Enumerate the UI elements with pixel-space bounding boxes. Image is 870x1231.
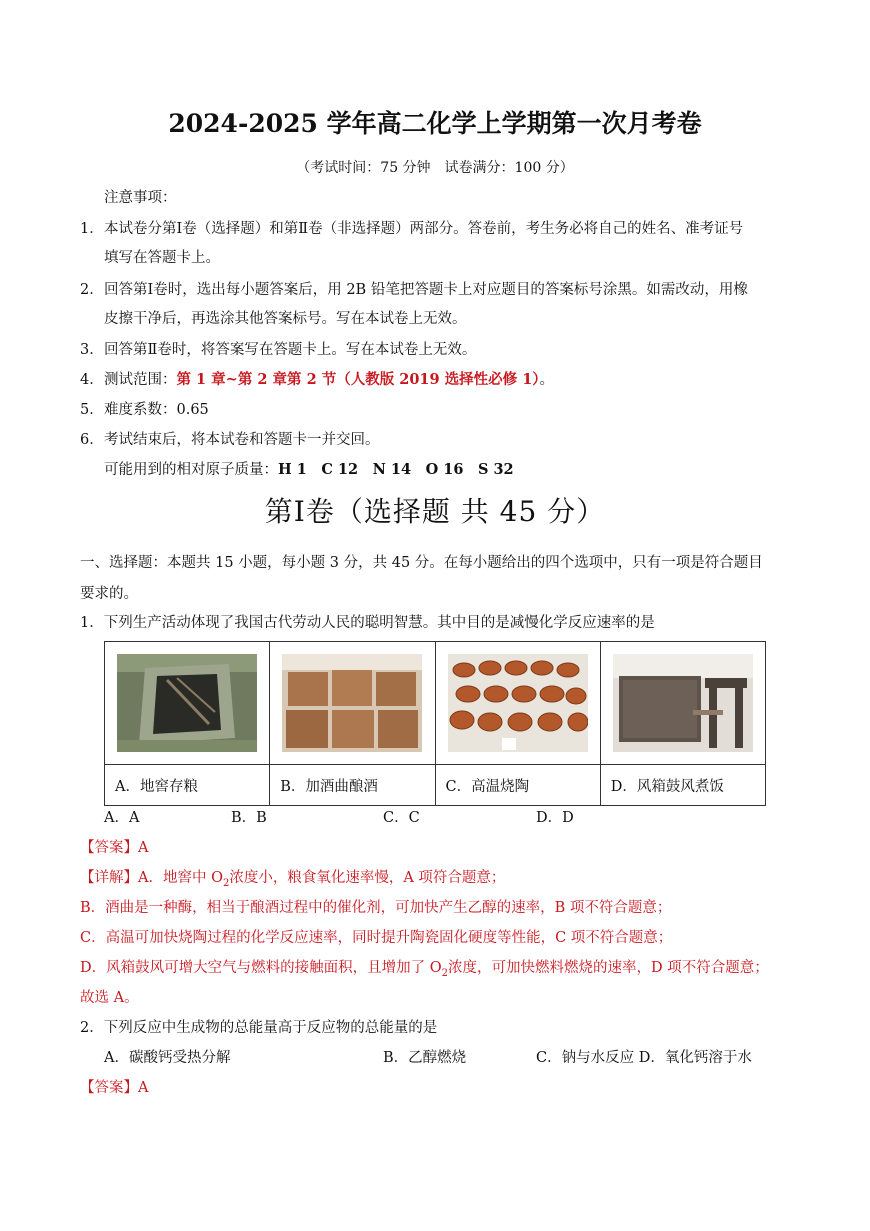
section-title: 第Ⅰ卷（选择题 共 45 分） xyxy=(264,495,606,528)
q1-option-c: C．C xyxy=(383,810,420,826)
q1-caption-b: B．加酒曲酿酒 xyxy=(270,765,435,806)
pottery-image xyxy=(448,654,588,752)
q1-detail-d-post: 浓度，可加快燃料燃烧的速率，D 项不符合题意； xyxy=(448,960,769,976)
q1-conclusion: 故选 A。 xyxy=(80,990,139,1006)
q1-answer-value: A xyxy=(138,840,149,856)
q2-answer-tag: 【答案】 xyxy=(80,1080,138,1096)
note-1-number: 1． xyxy=(80,221,104,237)
q1-caption-d: D．风箱鼓风煮饭 xyxy=(600,765,765,806)
note-2-text-cont: 皮擦干净后，再选涂其他答案标号。写在本试卷上无效。 xyxy=(104,311,467,327)
note-3-text: 回答第Ⅱ卷时，将答案写在答题卡上。写在本试卷上无效。 xyxy=(104,342,477,358)
note-3-number: 3． xyxy=(80,342,104,358)
q1-image-table xyxy=(104,641,766,806)
q2-option-b: B．乙醇燃烧 xyxy=(383,1050,467,1066)
section-instruction-cont: 要求的。 xyxy=(80,586,138,602)
q1-detail-a-pre: A．地窖中 O xyxy=(138,870,223,886)
q1-detail-tag: 【详解】 xyxy=(80,870,138,886)
q1-image-cell-a xyxy=(105,642,270,765)
section-instruction: 一、选择题：本题共 15 小题，每小题 3 分，共 45 分。在每小题给出的四个选项中，只有一项是符合题目 xyxy=(80,555,763,571)
atomic-masses-values: H 1 C 12 N 14 O 16 S 32 xyxy=(278,461,514,478)
notes-heading: 注意事项： xyxy=(104,190,177,206)
note-5-text: 难度系数：0.65 xyxy=(104,402,209,418)
note-4-suffix: 。 xyxy=(539,372,555,388)
q1-detail-a-post: 浓度小，粮食氧化速率慢，A 项符合题意； xyxy=(229,870,506,886)
q1-image-cell-d xyxy=(600,642,765,765)
q1-image-cell-c xyxy=(435,642,600,765)
q1-caption-c: C．高温烧陶 xyxy=(435,765,600,806)
test-range: 第 1 章~第 2 章第 2 节（人教版 2019 选择性必修 1） xyxy=(176,371,540,388)
note-2-text: 回答第Ⅰ卷时，选出每小题答案后，用 2B 铅笔把答题卡上对应题目的答案标号涂黑。如需改动，用橡 xyxy=(104,282,748,298)
exam-title: 2024-2025 学年高二化学上学期第一次月考卷 xyxy=(168,109,702,138)
q1-detail-c: C．高温可加快烧陶过程的化学反应速率，同时提升陶瓷固化硬度等性能，C 项不符合题意； xyxy=(80,930,673,946)
note-2-number: 2． xyxy=(80,282,104,298)
q1-answer-tag: 【答案】 xyxy=(80,840,138,856)
q1-detail-d xyxy=(80,958,769,984)
q1-option-a: A．A xyxy=(104,810,140,826)
q1-detail-d-pre: D．风箱鼓风可增大空气与燃料的接触面积，且增加了 O xyxy=(80,960,442,976)
q2-answer xyxy=(80,1078,148,1098)
q2-stem: 2．下列反应中生成物的总能量高于反应物的总能量的是 xyxy=(80,1020,438,1036)
q1-option-d: D．D xyxy=(536,810,574,826)
q1-option-b: B．B xyxy=(231,810,267,826)
q1-detail-d-sub: 2 xyxy=(441,967,448,979)
q2-option-cd: C．钠与水反应 D．氧化钙溶于水 xyxy=(536,1050,752,1066)
q1-caption-a: A．地窖存粮 xyxy=(105,765,270,806)
wine-yeast-image xyxy=(282,654,422,752)
note-4-number: 4． xyxy=(80,372,104,388)
q1-detail-a xyxy=(80,868,505,894)
q1-answer xyxy=(80,838,148,858)
note-4-prefix: 测试范围： xyxy=(104,372,177,388)
q1-image-cell-b xyxy=(270,642,435,765)
note-1-text-cont: 填写在答题卡上。 xyxy=(104,250,220,266)
cellar-image xyxy=(117,654,257,752)
q2-option-a: A．碳酸钙受热分解 xyxy=(104,1050,231,1066)
note-1-text: 本试卷分第Ⅰ卷（选择题）和第Ⅱ卷（非选择题）两部分。答卷前，考生务必将自己的姓名、准考证号 xyxy=(104,221,744,237)
note-6-number: 6． xyxy=(80,432,104,448)
q1-stem: 1．下列生产活动体现了我国古代劳动人民的聪明智慧。其中目的是减慢化学反应速率的是 xyxy=(80,615,655,631)
atomic-masses xyxy=(104,460,514,480)
note-4-text xyxy=(104,370,554,390)
bellows-image xyxy=(613,654,753,752)
note-6-text: 考试结束后，将本试卷和答题卡一并交回。 xyxy=(104,432,380,448)
note-5-number: 5． xyxy=(80,402,104,418)
atomic-masses-label: 可能用到的相对原子质量： xyxy=(104,462,278,478)
q1-detail-b: B．酒曲是一种酶，相当于酿酒过程中的催化剂，可加快产生乙醇的速率，B 项不符合题意； xyxy=(80,900,672,916)
exam-subtitle: （考试时间：75 分钟 试卷满分：100 分） xyxy=(296,160,574,176)
q1-detail-a-sub: 2 xyxy=(222,877,230,889)
q2-answer-value: A xyxy=(138,1080,149,1096)
